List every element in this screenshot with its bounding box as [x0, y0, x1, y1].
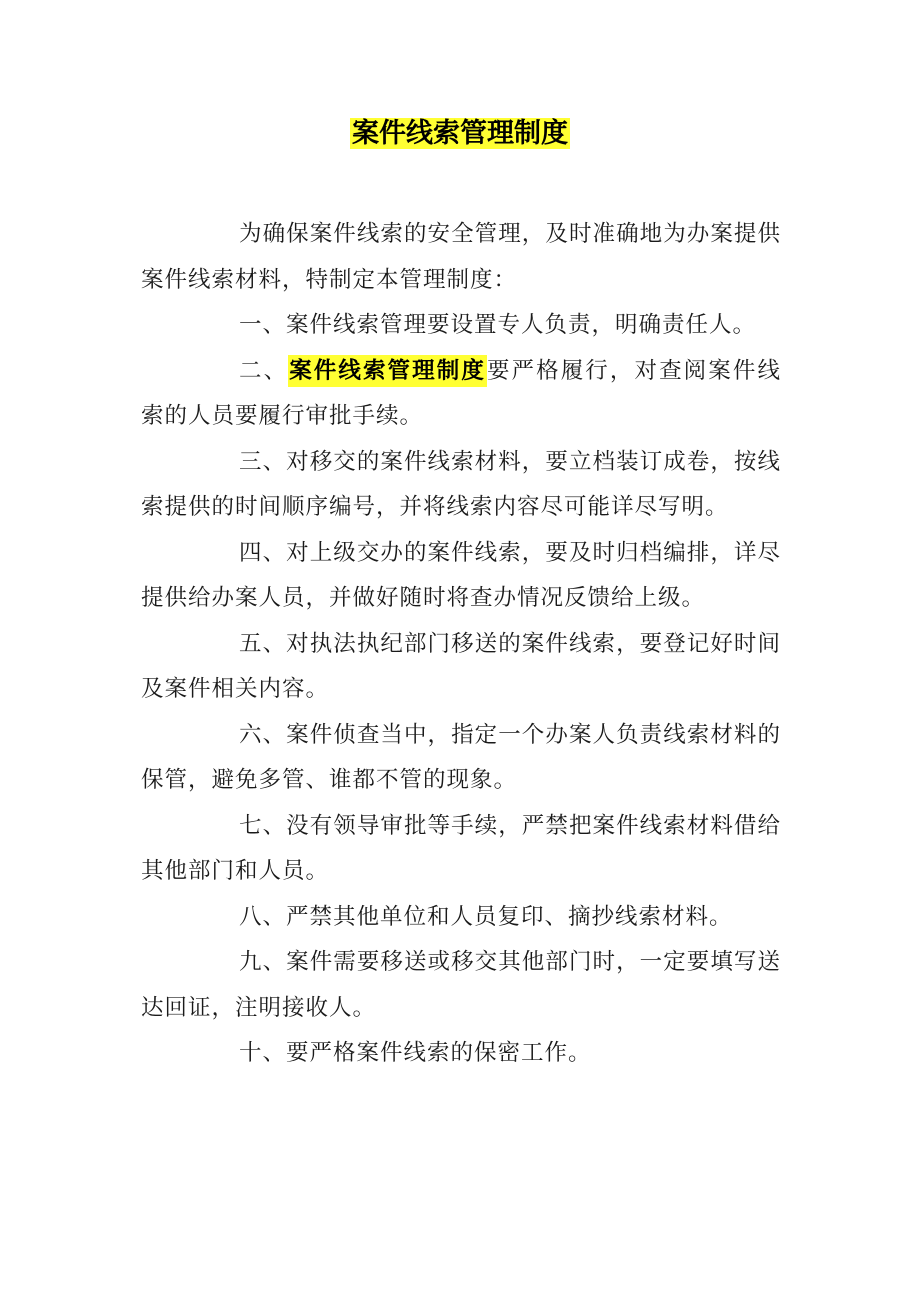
rule-3: 三、对移交的案件线索材料，要立档装订成卷，按线索提供的时间顺序编号，并将线索内容尽可能详尽写明。	[141, 448, 781, 520]
rule-2-prefix: 二、	[239, 357, 289, 384]
rule-2	[141, 349, 781, 440]
rule-9: 九、案件需要移送或移交其他部门时，一定要填写送达回证，注明接收人。	[141, 949, 781, 1021]
document-title	[0, 110, 920, 158]
rule-2-highlight: 案件线索管理制度	[288, 355, 487, 387]
rule-6: 六、案件侦查当中，指定一个办案人负责线索材料的保管，避免多管、谁都不管的现象。	[141, 721, 781, 793]
rule-5: 五、对执法执纪部门移送的案件线索，要登记好时间及案件相关内容。	[141, 630, 781, 702]
rule-4: 四、对上级交办的案件线索，要及时归档编排，详尽提供给办案人员，并做好随时将查办情况反馈给上级。	[141, 539, 781, 611]
intro-paragraph: 为确保案件线索的安全管理，及时准确地为办案提供案件线索材料，特制定本管理制度：	[141, 221, 781, 293]
rule-7: 七、没有领导审批等手续，严禁把案件线索材料借给其他部门和人员。	[141, 812, 781, 884]
rule-1: 一、案件线索管理要设置专人负责，明确责任人。	[239, 312, 757, 338]
rule-2-suffix: 要严格履行，对查阅案件线索的人员要履行审批手续。	[141, 357, 781, 429]
document-body	[141, 212, 781, 1077]
document-title-text: 案件线索管理制度	[352, 118, 568, 149]
rule-10: 十、要严格案件线索的保密工作。	[239, 1040, 592, 1066]
rule-8: 八、严禁其他单位和人员复印、摘抄线索材料。	[239, 903, 733, 930]
